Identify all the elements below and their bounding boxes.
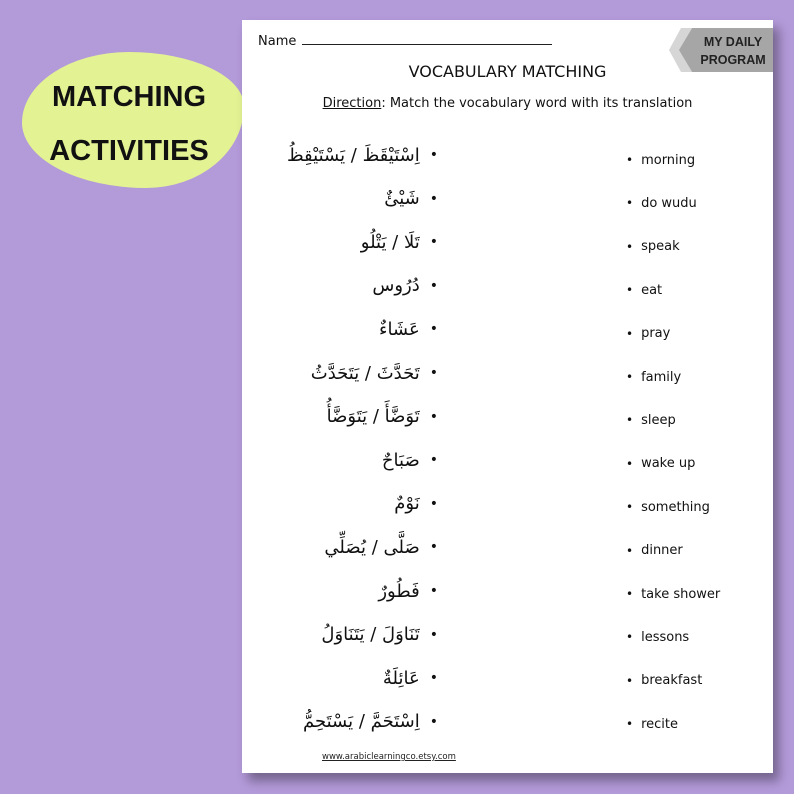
- page-title: VOCABULARY MATCHING: [408, 62, 607, 81]
- english-word: lessons: [641, 629, 690, 645]
- arabic-word: دُرُوس: [372, 275, 420, 297]
- direction: [242, 96, 773, 111]
- arabic-word: اِسْتَيْقَظَ / يَسْتَيْقِظُ: [286, 144, 420, 166]
- bullet: •: [429, 452, 438, 469]
- bullet: •: [429, 147, 438, 163]
- arabic-word-item: [383, 663, 438, 693]
- english-word: family: [641, 369, 682, 385]
- arabic-word-item: [372, 271, 438, 301]
- bullet: •: [626, 153, 634, 167]
- footer-link[interactable]: www.arabiclearningco.etsy.com: [322, 752, 456, 762]
- direction-text: : Match the vocabulary word with its translation: [381, 96, 693, 111]
- arabic-word-item: [379, 314, 438, 344]
- arabic-word: تَنَاوَلَ / يَتَنَاوَلُ: [321, 624, 420, 646]
- english-word: morning: [641, 152, 696, 168]
- arabic-word-item: [324, 532, 438, 562]
- english-word-item: [626, 454, 695, 474]
- arabic-word-item: [311, 358, 438, 388]
- english-word: recite: [641, 716, 678, 732]
- english-word-item: [626, 367, 681, 387]
- arabic-word-item: [361, 227, 438, 257]
- arabic-word: تَحَدَّثَ / يَتَحَدَّثُ: [310, 362, 420, 384]
- english-word-item: [626, 714, 678, 734]
- arabic-word: فَطُورٌ: [378, 580, 420, 602]
- english-word: something: [641, 499, 710, 515]
- bullet: •: [626, 370, 634, 384]
- bullet: •: [429, 713, 438, 730]
- english-word: speak: [641, 239, 680, 255]
- bullet: •: [429, 495, 438, 512]
- english-word-item: [626, 324, 670, 344]
- bullet: •: [429, 583, 438, 599]
- english-word-item: [626, 150, 695, 170]
- bullet: •: [429, 234, 438, 251]
- banner-line-2: PROGRAM: [700, 53, 766, 67]
- bullet: •: [626, 500, 634, 515]
- bullet: •: [626, 326, 634, 341]
- name-field: [258, 32, 552, 49]
- bullet: •: [626, 196, 634, 211]
- bullet: •: [626, 283, 634, 298]
- bullet: •: [429, 277, 438, 294]
- arabic-word: تَلَا / يَتْلُو: [360, 231, 420, 253]
- name-label: Name: [258, 34, 297, 49]
- bullet: •: [429, 408, 438, 425]
- arabic-word-item: [382, 445, 438, 475]
- english-word-item: [626, 280, 662, 300]
- bullet: •: [626, 717, 634, 732]
- english-word-item: [626, 671, 702, 691]
- bullet: •: [626, 587, 634, 601]
- bullet: •: [626, 456, 634, 471]
- english-word: wake up: [641, 456, 696, 472]
- arabic-word-item: [287, 140, 438, 170]
- arabic-word-item: [327, 402, 438, 432]
- arabic-word-item: [321, 620, 438, 650]
- english-word: sleep: [641, 412, 676, 428]
- bullet: •: [626, 543, 634, 558]
- english-word-item: [626, 237, 680, 257]
- english-word: take shower: [641, 586, 721, 602]
- arabic-word: نَوْمٌ: [394, 493, 420, 515]
- arabic-word-item: [384, 184, 438, 214]
- arabic-word: اِسْتَحَمَّ / يَسْتَحِمُّ: [303, 711, 420, 733]
- arabic-word: صَبَاحٌ: [381, 449, 420, 471]
- english-word-item: [626, 193, 697, 213]
- english-word-item: [626, 410, 676, 430]
- arabic-word: شَيْئٌ: [384, 188, 420, 210]
- english-word-item: [626, 627, 689, 647]
- arabic-word: عَائِلَةٌ: [382, 667, 420, 689]
- english-word: eat: [641, 282, 663, 298]
- bullet: •: [429, 321, 438, 338]
- english-word: do wudu: [641, 195, 697, 211]
- direction-label: Direction: [322, 96, 382, 111]
- english-word: pray: [641, 326, 671, 342]
- arabic-word: صَلَّى / يُصَلِّي: [324, 536, 420, 558]
- badge-text: [22, 70, 236, 178]
- english-word-item: [626, 497, 710, 517]
- english-word-item: [626, 541, 683, 561]
- arabic-word-item: [378, 576, 438, 606]
- arabic-word-item: [394, 489, 438, 519]
- banner-line-1: MY DAILY: [703, 35, 763, 49]
- english-word-item: [626, 584, 720, 604]
- bullet: •: [626, 630, 634, 645]
- bullet: •: [429, 670, 438, 687]
- badge-line-1: MATCHING: [51, 81, 207, 113]
- english-word: dinner: [641, 543, 683, 559]
- bullet: •: [429, 539, 438, 556]
- worksheet-page: [242, 20, 773, 773]
- bullet: •: [626, 673, 634, 688]
- bullet: •: [626, 239, 634, 254]
- arabic-word-item: [303, 707, 438, 737]
- bullet: •: [429, 626, 438, 643]
- bullet: •: [626, 413, 634, 428]
- bullet: •: [429, 190, 438, 207]
- english-word: breakfast: [641, 673, 703, 689]
- bullet: •: [429, 365, 438, 381]
- badge-line-2: ACTIVITIES: [49, 135, 209, 167]
- arabic-word: تَوَضَّأَ / يَتَوَضَّأُ: [326, 406, 420, 428]
- name-line: [302, 32, 552, 45]
- arabic-word: عَشَاءٌ: [378, 318, 420, 340]
